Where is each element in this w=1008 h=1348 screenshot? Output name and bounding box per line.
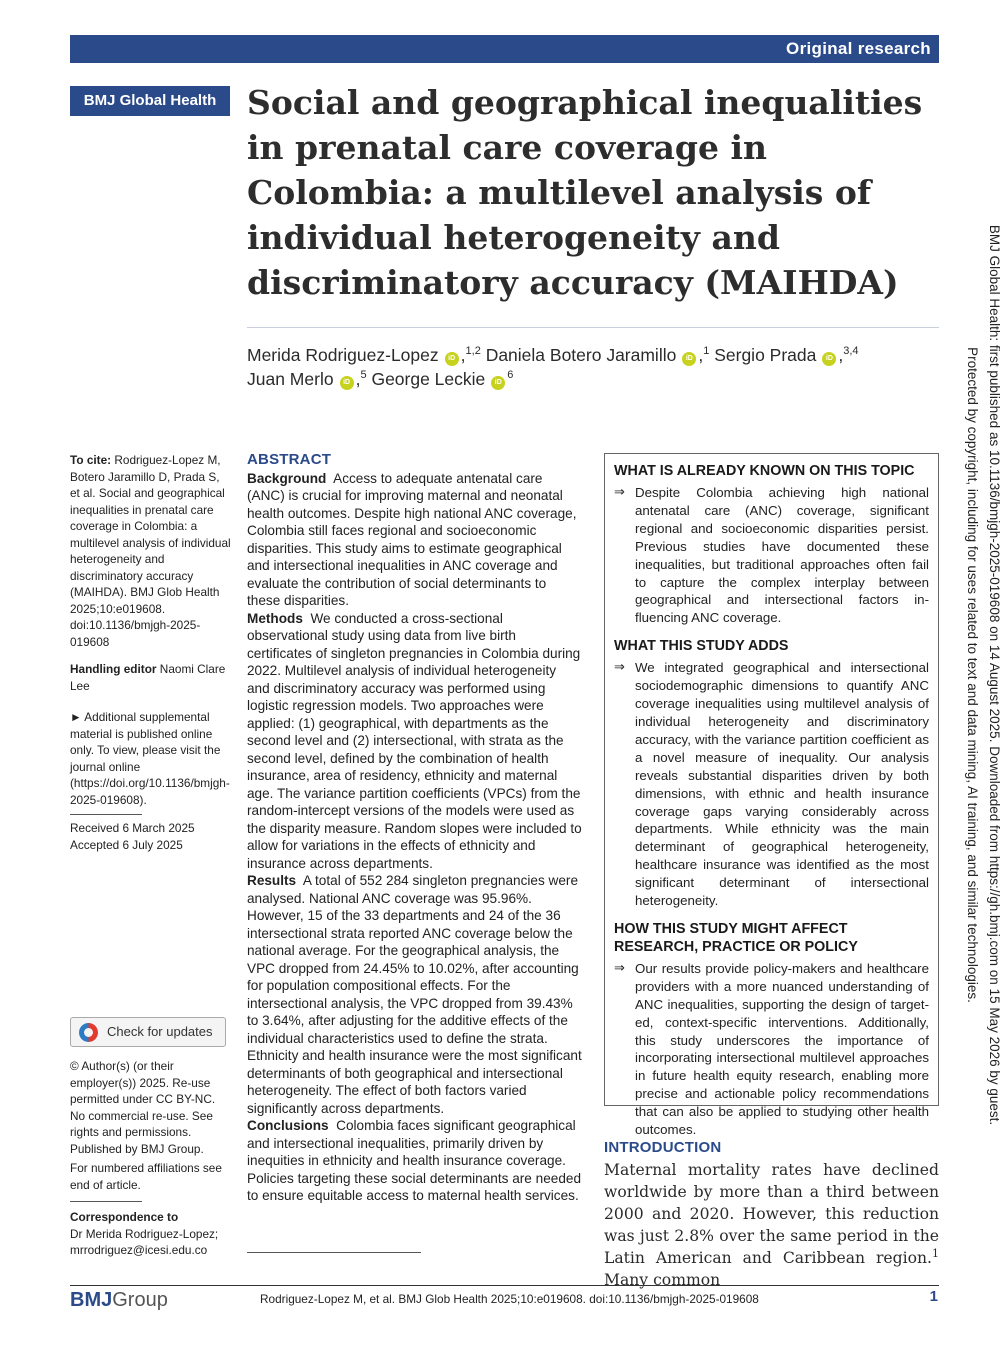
- author-item[interactable]: Juan Merlo iD ,$^5$: [247, 369, 367, 389]
- abstract-end-rule: [247, 1252, 421, 1253]
- supplemental-note[interactable]: ► Additional supplemental material is published online only. To view, please visit the journal online (https://doi.org/10.1136/bmjgh-2025-019608).: [70, 710, 230, 807]
- summary-box: [604, 453, 939, 1138]
- download-notice: BMJ Global Health: first published as 10.1136/bmjgh-2025-019608 on 14 August 2025. Downloaded from https://gh.bmj.com on 15 May 2026 by guest. Protected by copyright, including for uses related to text and data mining, AI training, and similar technologies.: [965, 224, 1002, 1126]
- orcid-icon[interactable]: iD: [445, 352, 459, 366]
- orcid-icon[interactable]: iD: [682, 352, 696, 366]
- abstract-conclusions: Conclusions Colombia faces significant geographical and intersectional inequalities, primarily driven by inequities in ethnicity and health insurance coverage. Policies targeting these social determinants are needed to ensure equitable access to maternal health services.: [247, 1118, 582, 1203]
- received-date: Received 6 March 2025: [70, 821, 195, 835]
- abstract-background: Background Access to adequate antenatal care (ANC) is crucial for improving maternal and neonatal health outcomes. Despite high national ANC coverage, Colombia still faces regional and socioeconomic disparities. This study aims to estimate geographical and intersectional inequalities in ANC coverage and evaluate the contribution of social determinants to these disparities.: [247, 470, 577, 608]
- handling-editor: Handling editor Naomi Clare Lee: [70, 662, 226, 693]
- summary-known: WHAT IS ALREADY KNOWN ON THIS TOPIC ⇒ Despite Colombia achieving high national antenatal care (ANC) coverage, significant regional and socioeconomic disparities persist. Previous studies have documented these inequalities, but traditional approaches often fail to capture the complex interplay between geographical and intersectional factors influencing ANC coverage.: [614, 463, 929, 626]
- author-item[interactable]: Sergio Prada iD ,$^{3,4}$: [714, 345, 859, 365]
- journal-brand[interactable]: BMJ Global Health: [70, 86, 230, 116]
- title-divider: [247, 327, 939, 328]
- affiliations-note: For numbered affiliations see end of article.: [70, 1161, 222, 1192]
- abstract-methods: Methods We conducted a cross-sectional observational study using data from live birth certificates of singleton pregnancies in Colombia during 2022. Multilevel analysis of individual heterogeneity and discriminatory accuracy was performed using logistic regression models. Two approaches were applied: (1) geographical, with departments as the second level and (2) intersectional, with strata as the second level, defined by the combination of health insurance, area of residency, ethnicity and maternal age. The variance partition coefficients (VPCs) from the random-intercept versions of the models were used as the disparity measure. Random slopes were included to allow for variations in the effects of ethnicity and insurance across departments.: [247, 610, 582, 871]
- arrow-icon: ⇒: [614, 960, 625, 976]
- article-title: Social and geographical inequalities in prenatal care coverage in Colombia: a multilevel analysis of individual heterogeneity and discriminatory accuracy (MAIHDA): [247, 83, 923, 302]
- author-item[interactable]: George Leckie $iD^6$: [371, 369, 514, 389]
- citation-block: To cite: Rodriguez-Lopez M, Botero Jaramillo D, Prada S, et al. Social and geographical inequalities in prenatal care coverage in Colombia: a multilevel analysis of individual heterogeneity and discriminatory accuracy (MAIHDA). BMJ Glob Health 2025;10:e019608. doi:10.1136/bmjgh-2025-019608: [70, 453, 231, 649]
- author-item[interactable]: Merida Rodriguez-Lopez iD ,$^{1,2}$: [247, 345, 481, 365]
- author-list: [247, 343, 947, 391]
- correspondence-email[interactable]: mrrodriguez@icesi.edu.co: [70, 1243, 208, 1257]
- abstract-heading: ABSTRACT: [247, 451, 332, 468]
- footer-divider: [70, 1285, 939, 1286]
- sidebar-divider: [70, 1201, 142, 1202]
- page-number: 1: [929, 1288, 938, 1305]
- section-banner: [70, 35, 939, 63]
- arrow-icon: ⇒: [614, 485, 625, 500]
- arrow-icon: ⇒: [614, 660, 625, 676]
- orcid-icon[interactable]: iD: [340, 376, 354, 390]
- correspondence: Correspondence to Dr Merida Rodriguez-Lopez; mrrodriguez@icesi.edu.co: [70, 1210, 219, 1257]
- introduction-heading: INTRODUCTION: [604, 1139, 722, 1156]
- check-updates-button[interactable]: Check for updates: [70, 1017, 226, 1047]
- orcid-icon[interactable]: iD: [491, 376, 505, 390]
- orcid-icon[interactable]: iD: [822, 352, 836, 366]
- sidebar-divider: [70, 814, 142, 815]
- summary-impact: HOW THIS STUDY MIGHT AFFECT RESEARCH, PRACTICE OR POLICY ⇒ Our results provide policy-makers and healthcare providers with a more nuanced understanding of ANC inequalities, supporting the design of targeted, context-specific interventions. Additionally, this study underscores the importance of incorporating intersectional multilevel approaches in future health equity research, enabling more precise and actionable policy recommendations that can also be applied to studying other health outcomes.: [614, 920, 929, 1138]
- introduction-text: Maternal mortality rates have declined worldwide by more than a third between 2000 and 2020. However, this reduction was just 2.8% over the same period in the Latin American and Caribbean region.$^1$ Many common: [604, 1161, 939, 1289]
- author-item[interactable]: Daniela Botero Jaramillo iD ,$^1$: [485, 345, 710, 365]
- reference-link[interactable]: 1: [932, 1246, 939, 1260]
- accepted-date: Accepted 6 July 2025: [70, 838, 183, 852]
- footer-citation: Rodriguez-Lopez M, et al. BMJ Glob Health 2025;10:e019608. doi:10.1136/bmjgh-2025-019608: [260, 1292, 759, 1306]
- crossmark-icon: [79, 1023, 98, 1042]
- copyright-note: © Author(s) (or their employer(s)) 2025. Re-use permitted under CC BY-NC. No commercial re-use. See rights and permissions. Published by BMJ Group.: [70, 1059, 216, 1156]
- section-label: Original research: [786, 39, 931, 58]
- introduction: [604, 1139, 939, 1291]
- summary-adds: WHAT THIS STUDY ADDS ⇒ We integrated geographical and intersectional sociodemographic dimensions to quantify ANC coverage inequalities using multilevel analysis of individual heterogeneity and discriminatory accuracy, with the variance partition coefficient as a novel measure of inequality. Our analysis reveals substantial disparities driven by both dimensions, with ethnic and health insurance coverage gaps varying considerably across departments. While ethnicity was the main determinant of geographical heterogeneity, healthcare insurance was identified as the most significant determinant of intersectional heterogeneity.: [614, 638, 929, 909]
- bmj-group-logo[interactable]: BMJGroup: [70, 1289, 168, 1311]
- abstract-results: Results A total of 552 284 singleton pregnancies were analysed. National ANC coverage was 95.96%. However, 15 of the 33 departments and 24 of the 36 intersectional strata reported ANC coverage below the national average. For the geographical analysis, the VPC dropped from 24.45% to 10.02%, after accounting for population compositional effects. For the intersectional analysis, the VPC dropped from 39.43% to 3.64%, after adjusting for the additive effects of the individual characteristics used to define the strata. Ethnicity and health insurance were the most significant determinants of both geographical and intersectional heterogeneity. The effect of both factors varied significantly across departments.: [247, 873, 582, 1116]
- abstract: [247, 451, 582, 1205]
